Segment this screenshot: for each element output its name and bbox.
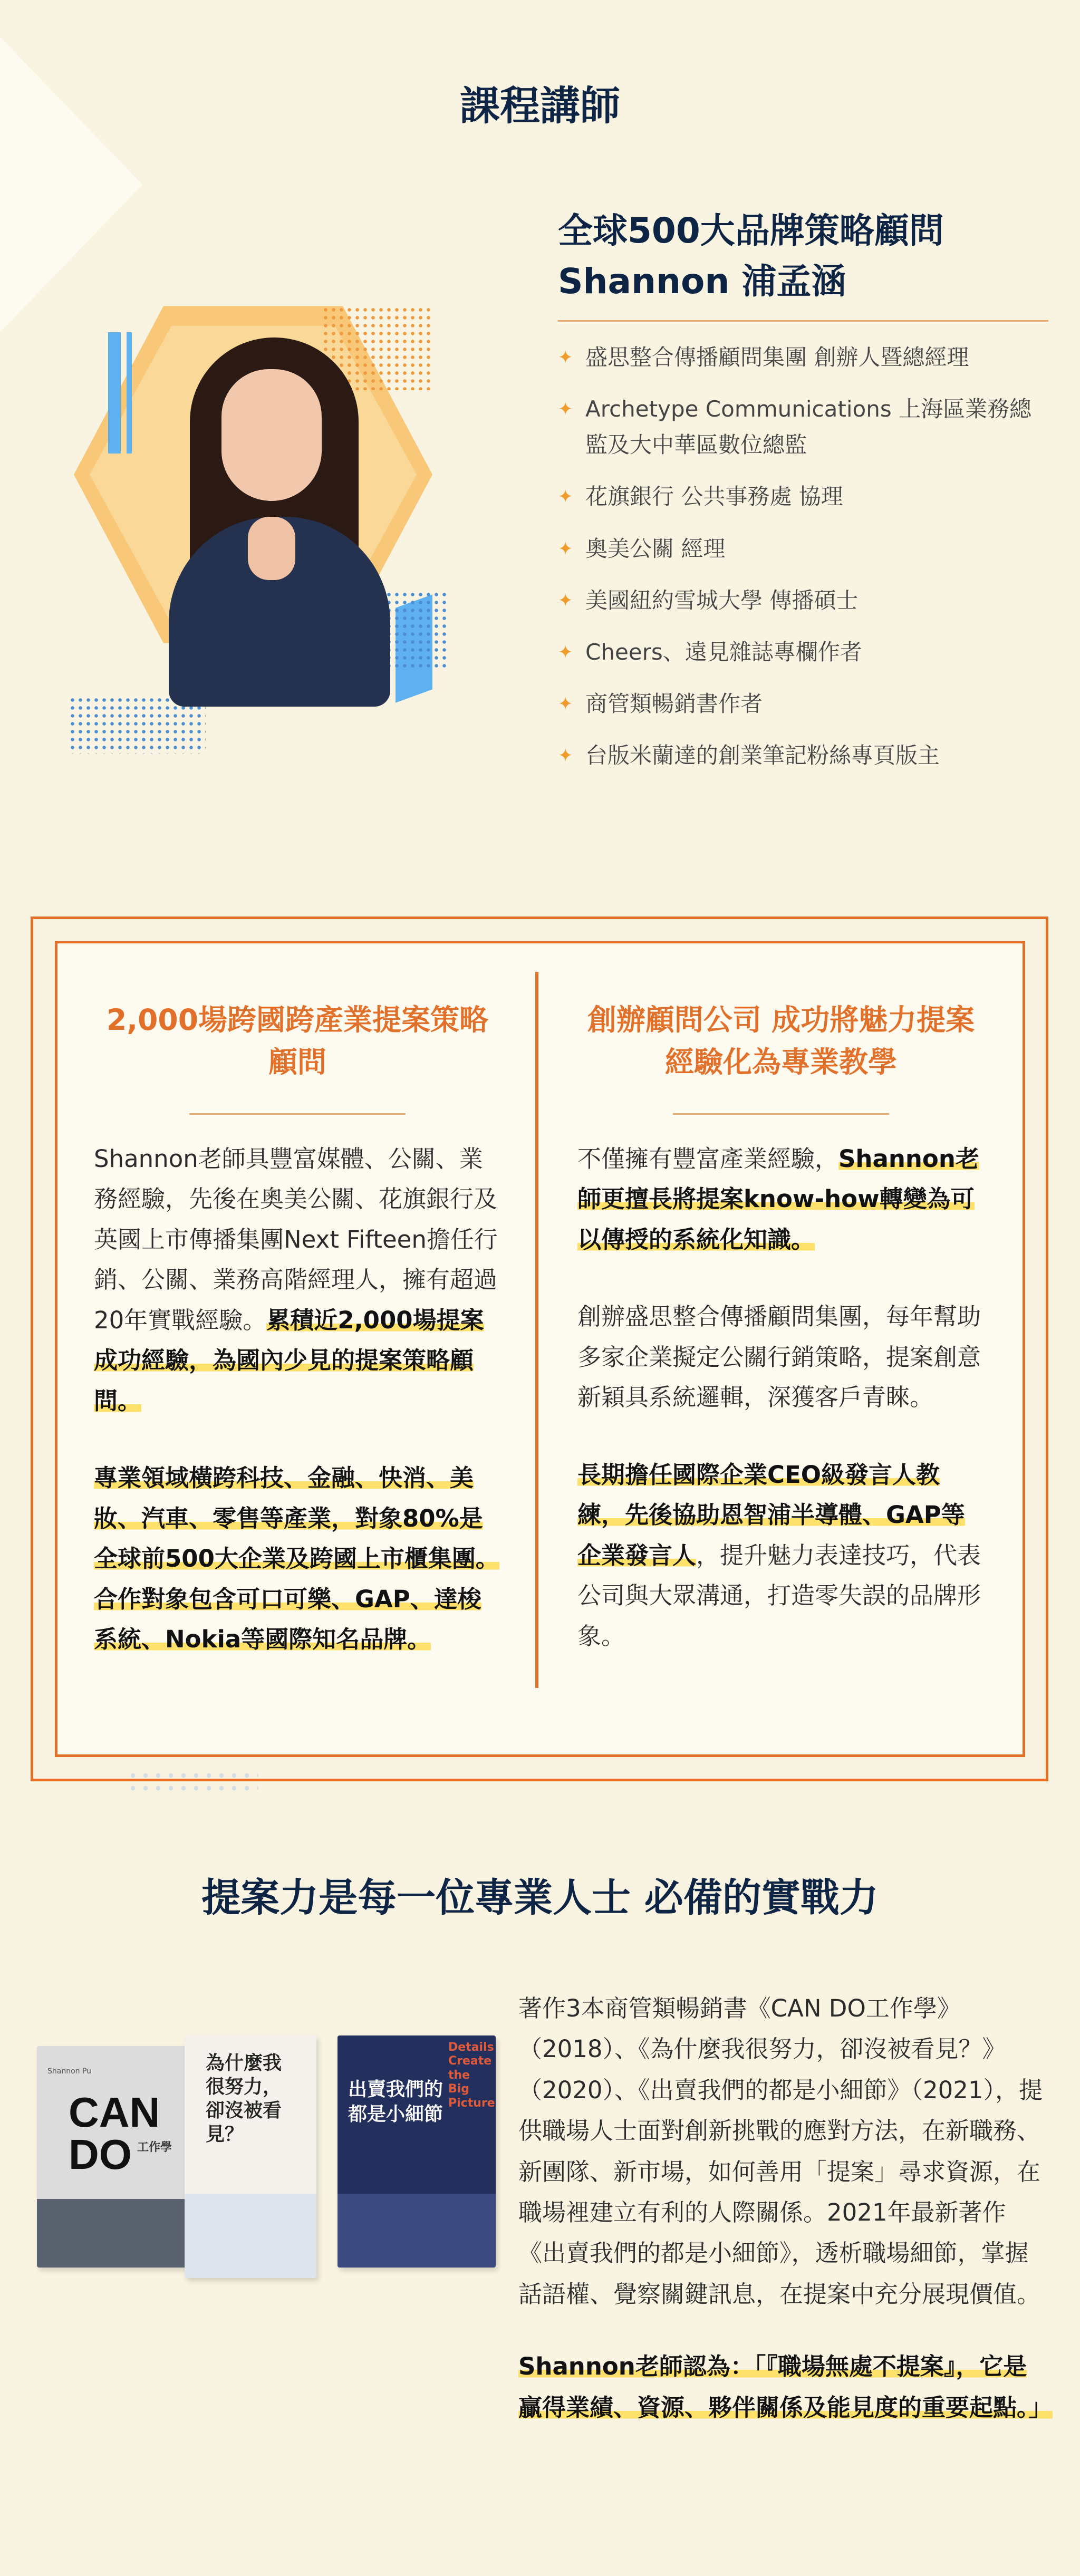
instructor-section-title: 課程講師 — [460, 82, 620, 129]
instructor-photo — [148, 337, 401, 707]
paragraph: 不僅擁有豐富產業經驗，Shannon老師更擅長將提案know-how轉變為可以傳授的系統化知識。 — [577, 1144, 979, 1253]
paragraph — [518, 2346, 1053, 2428]
credential-item: ✦ Archetype Communications 上海區業務總監及大中華區數位總監 — [558, 391, 1048, 463]
paragraph: Shannon老師具豐富媒體、公關、業務經驗，先後在奧美公關、花旗銀行及英國上市傳播集團Next Fifteen擔任行銷、公關、業務高階經理人，擁有超過20年實戰經驗。累積近2,000場提案成功經驗，為國內少見的提案策略顧問。 — [94, 1144, 498, 1415]
divider — [189, 1113, 406, 1115]
sparkle-icon: ✦ — [558, 693, 573, 715]
highlighted-text: Shannon老師認為：「『職場無處不提案』，它是贏得業績、資源、夥伴關係及能見度的重要起點。」 — [518, 2352, 1053, 2421]
credential-item: ✦ 美國紐約雪城大學 傳播碩士 — [558, 583, 1048, 619]
sparkle-icon: ✦ — [558, 486, 573, 508]
decor-bar — [108, 332, 121, 454]
sparkle-icon: ✦ — [558, 538, 573, 559]
credential-item: ✦ 商管類暢銷書作者 — [558, 686, 1048, 722]
book-cover-why-not-seen: 為什麼我很努力，卻沒被看見？ — [185, 2035, 316, 2278]
books-description — [518, 1988, 1053, 2459]
sparkle-icon: ✦ — [558, 347, 573, 369]
column-heading: 2,000場跨國跨產業提案策略顧問 — [107, 1003, 488, 1079]
sparkle-icon: ✦ — [558, 590, 573, 611]
credential-item: ✦ 台版米蘭達的創業筆記粉絲專頁版主 — [558, 738, 1048, 774]
credential-item: ✦ Cheers、遠見雜誌專欄作者 — [558, 634, 1048, 670]
book-cover-details: 出賣我們的都是小細節 Details Create the Big Picture — [338, 2035, 496, 2268]
book-cover-can-do: CAN DO 工作學 Shannon Pu — [37, 2046, 190, 2268]
instructor-title: 全球500大品牌策略顧問 — [558, 210, 944, 251]
credential-item: ✦ 奧美公關 經理 — [558, 531, 1048, 567]
highlighted-text: 專業領域橫跨科技、金融、快消、美妝、汽車、零售等產業，對象80%是全球前500大企業及跨國上市櫃集團。合作對象包含可口可樂、GAP、達梭系統、Nokia等國際知名品牌。 — [94, 1464, 499, 1653]
instructor-portrait — [69, 285, 485, 759]
paragraph: 創辦盛思整合傳播顧問集團，每年幫助多家企業擬定公關行銷策略，提案創意新穎具系統邏輯，深獲客戶青睞。 — [577, 1303, 981, 1411]
credential-item: ✦ 盛思整合傳播顧問集團 創辦人暨總經理 — [558, 340, 1048, 375]
highlighted-text: Shannon老師更擅長將提案know-how轉變為可以傳授的系統化知識。 — [577, 1144, 979, 1253]
sparkle-icon: ✦ — [558, 745, 573, 766]
decor-dots — [127, 1769, 258, 1794]
column-divider — [535, 972, 538, 1688]
sparkle-icon: ✦ — [558, 399, 573, 420]
credentials-list — [558, 340, 1048, 773]
paragraph — [94, 1458, 501, 1660]
decor-bar — [127, 332, 132, 454]
highlighted-text: 長期擔任國際企業CEO級發言人教練，先後協助恩智浦半導體、GAP等企業發言人 — [577, 1460, 965, 1569]
instructor-name: Shannon 浦孟涵 — [558, 261, 846, 302]
books-section-title: 提案力是每一位專業人士 必備的實戰力 — [201, 1875, 879, 1921]
feature-column-left — [94, 999, 501, 1697]
credential-item: ✦ 花旗銀行 公共事務處 協理 — [558, 479, 1048, 515]
highlighted-text: 累積近2,000場提案成功經驗，為國內少見的提案策略顧問。 — [94, 1306, 484, 1415]
paragraph: 長期擔任國際企業CEO級發言人教練，先後協助恩智浦半導體、GAP等企業發言人，提升魅力表達技巧，代表公司與大眾溝通，打造零失誤的品牌形象。 — [577, 1460, 981, 1650]
divider — [673, 1113, 889, 1115]
column-heading: 創辦顧問公司 成功將魅力提案經驗化為專業教學 — [587, 1003, 975, 1079]
sparkle-icon: ✦ — [558, 641, 573, 663]
paragraph: 著作3本商管類暢銷書《CAN DO工作學》（2018）、《為什麼我很努力，卻沒被看見？》（2020）、《出賣我們的都是小細節》（2021），提供職場人士面對創新挑戰的應對方法，在新職務、新團隊、新市場，如何善用「提案」尋求資源，在職場裡建立有利的人際關係。2021年最新著作《出賣我們的都是小細節》，透析職場細節，掌握話語權、覺察關鍵訊息，在提案中充分展現價值。 — [518, 1994, 1043, 2308]
instructor-info — [558, 206, 1048, 789]
divider — [558, 320, 1048, 322]
feature-column-right — [577, 999, 985, 1693]
book-covers — [37, 2035, 501, 2289]
